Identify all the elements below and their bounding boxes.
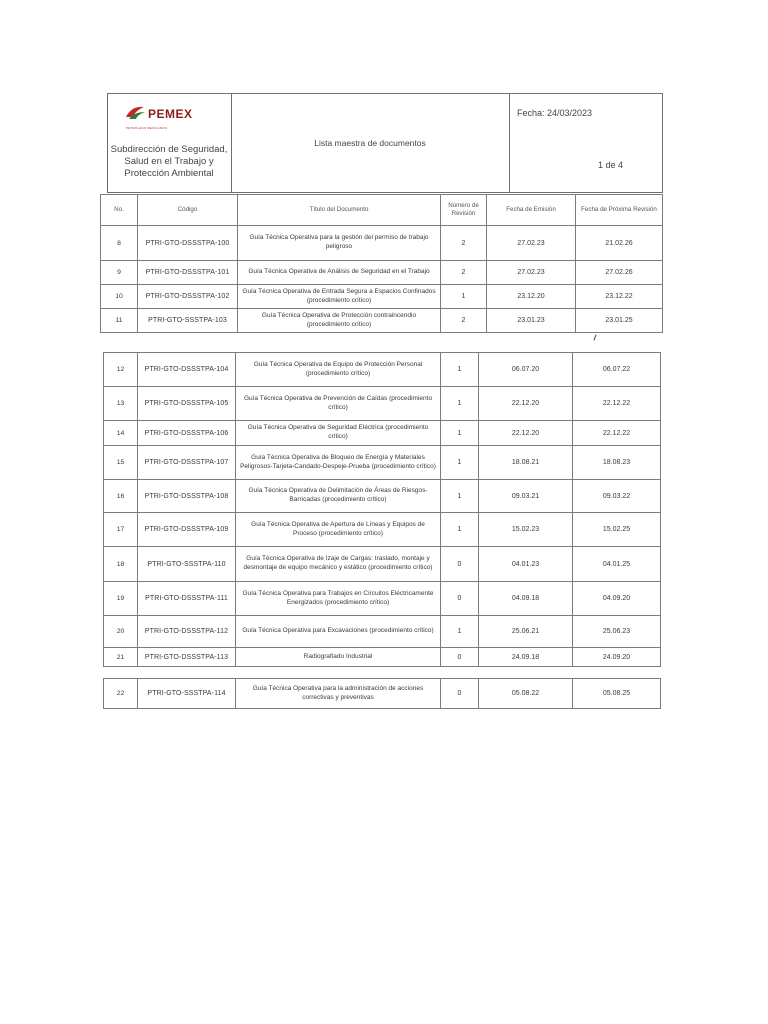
cell-next-revision: 04.09.20 bbox=[573, 582, 661, 616]
cell-next-revision: 25.06.23 bbox=[573, 616, 661, 648]
col-header-code: Código bbox=[138, 195, 238, 226]
cell-title: Guía Técnica Operativa de Protección contraincendio (procedimiento crítico) bbox=[238, 309, 441, 333]
cell-issue-date: 09.03.21 bbox=[479, 480, 573, 513]
cell-title: Guía Técnica Operativa de Apertura de Líneas y Equipos de Proceso (procedimiento crítico) bbox=[236, 513, 441, 547]
cell-code: PTRI-GTO-DSSSTPA-100 bbox=[138, 226, 238, 261]
col-header-no: No. bbox=[101, 195, 138, 226]
cell-title: Guía Técnica Operativa de Delimitación de Áreas de Riesgos-Barricadas (procedimiento crítico) bbox=[236, 480, 441, 513]
cell-issue-date: 22.12.20 bbox=[479, 387, 573, 421]
cell-revision: 1 bbox=[441, 387, 479, 421]
cell-next-revision: 23.01.25 bbox=[576, 309, 663, 333]
table-row bbox=[104, 616, 661, 648]
table-row bbox=[104, 679, 661, 709]
cell-no: 13 bbox=[104, 387, 138, 421]
cell-no: 11 bbox=[101, 309, 138, 333]
logo-text: PEMEX bbox=[148, 107, 193, 121]
table-row bbox=[104, 387, 661, 421]
table-row bbox=[101, 285, 663, 309]
cell-revision: 0 bbox=[441, 648, 479, 667]
col-header-issue-date: Fecha de Emisión bbox=[487, 195, 576, 226]
cell-code: PTRI-GTO-SSSTPA-103 bbox=[138, 309, 238, 333]
cell-revision: 1 bbox=[441, 421, 479, 446]
logo-tagline: PETRÓLEOS MEXICANOS bbox=[126, 126, 167, 130]
table-row bbox=[101, 261, 663, 285]
cell-next-revision: 21.02.26 bbox=[576, 226, 663, 261]
cell-next-revision: 05.08.25 bbox=[573, 679, 661, 709]
cell-code: PTRI-GTO-DSSSTPA-104 bbox=[138, 353, 236, 387]
cell-no: 17 bbox=[104, 513, 138, 547]
cell-issue-date: 23.12.20 bbox=[487, 285, 576, 309]
header-divider-right bbox=[509, 94, 510, 192]
cell-next-revision: 09.03.22 bbox=[573, 480, 661, 513]
cell-no: 14 bbox=[104, 421, 138, 446]
cell-revision: 1 bbox=[441, 513, 479, 547]
cell-next-revision: 22.12.22 bbox=[573, 387, 661, 421]
cell-title: Guía Técnica Operativa para la administración de acciones correctivas y preventivas bbox=[236, 679, 441, 709]
table-row bbox=[104, 648, 661, 667]
cell-title: Guía Técnica Operativa para Trabajos en Circuitos Eléctricamente Energizados (procedimiento crítico) bbox=[236, 582, 441, 616]
cell-issue-date: 06.07.20 bbox=[479, 353, 573, 387]
cell-revision: 1 bbox=[441, 616, 479, 648]
cell-code: PTRI-GTO-DSSSTPA-112 bbox=[138, 616, 236, 648]
pen-mark bbox=[594, 335, 597, 341]
pemex-eagle-icon bbox=[124, 105, 146, 121]
cell-code: PTRI-GTO-DSSSTPA-101 bbox=[138, 261, 238, 285]
cell-next-revision: 15.02.25 bbox=[573, 513, 661, 547]
cell-title: Guía Técnica Operativa para Excavaciones (procedimiento crítico) bbox=[236, 616, 441, 648]
cell-issue-date: 15.02.23 bbox=[479, 513, 573, 547]
cell-revision: 1 bbox=[441, 480, 479, 513]
cell-no: 9 bbox=[101, 261, 138, 285]
cell-title: Guía Técnica Operativa de Equipo de Protección Personal (procedimiento crítico) bbox=[236, 353, 441, 387]
cell-issue-date: 23.01.23 bbox=[487, 309, 576, 333]
cell-code: PTRI-GTO-DSSSTPA-113 bbox=[138, 648, 236, 667]
cell-next-revision: 24.09.20 bbox=[573, 648, 661, 667]
cell-code: PTRI-GTO-DSSSTPA-105 bbox=[138, 387, 236, 421]
cell-code: PTRI-GTO-SSSTPA-110 bbox=[138, 547, 236, 582]
page-number: 1 de 4 bbox=[598, 160, 624, 170]
cell-no: 15 bbox=[104, 446, 138, 480]
cell-next-revision: 23.12.22 bbox=[576, 285, 663, 309]
cell-revision: 1 bbox=[441, 446, 479, 480]
cell-issue-date: 27.02.23 bbox=[487, 261, 576, 285]
cell-revision: 1 bbox=[441, 353, 479, 387]
cell-revision: 2 bbox=[441, 309, 487, 333]
pemex-logo bbox=[124, 104, 204, 134]
col-header-title: Título del Documento bbox=[238, 195, 441, 226]
cell-no: 22 bbox=[104, 679, 138, 709]
cell-issue-date: 22.12.20 bbox=[479, 421, 573, 446]
cell-no: 8 bbox=[101, 226, 138, 261]
cell-code: PTRI-GTO-DSSSTPA-111 bbox=[138, 582, 236, 616]
subdivision-line: Salud en el Trabajo y bbox=[124, 156, 214, 167]
cell-next-revision: 22.12.22 bbox=[573, 421, 661, 446]
cell-no: 21 bbox=[104, 648, 138, 667]
cell-revision: 0 bbox=[441, 547, 479, 582]
cell-no: 10 bbox=[101, 285, 138, 309]
table-header-row bbox=[101, 195, 663, 226]
cell-no: 19 bbox=[104, 582, 138, 616]
documents-table-3 bbox=[103, 678, 661, 709]
cell-no: 18 bbox=[104, 547, 138, 582]
cell-title: Guía Técnica Operativa de Análisis de Seguridad en el Trabajo bbox=[238, 261, 441, 285]
col-header-revision: Número de Revisión bbox=[441, 195, 487, 226]
cell-no: 12 bbox=[104, 353, 138, 387]
cell-title: Guía Técnica Operativa de Seguridad Eléctrica (procedimiento crítico) bbox=[236, 421, 441, 446]
table-row bbox=[104, 446, 661, 480]
cell-code: PTRI-GTO-DSSSTPA-108 bbox=[138, 480, 236, 513]
cell-revision: 1 bbox=[441, 285, 487, 309]
cell-issue-date: 24.09.18 bbox=[479, 648, 573, 667]
cell-next-revision: 18.08.23 bbox=[573, 446, 661, 480]
cell-title: Guía Técnica Operativa para la gestión del permiso de trabajo peligroso bbox=[238, 226, 441, 261]
cell-issue-date: 04.01.23 bbox=[479, 547, 573, 582]
table-row bbox=[101, 226, 663, 261]
cell-code: PTRI-GTO-DSSSTPA-107 bbox=[138, 446, 236, 480]
table-row bbox=[104, 421, 661, 446]
document-date: Fecha: 24/03/2023 bbox=[517, 108, 593, 118]
table-row bbox=[104, 513, 661, 547]
cell-code: PTRI-GTO-DSSSTPA-102 bbox=[138, 285, 238, 309]
table-row bbox=[104, 480, 661, 513]
document-title: Lista maestra de documentos bbox=[314, 138, 426, 148]
cell-issue-date: 04.09.18 bbox=[479, 582, 573, 616]
cell-title: Radiografiado Industrial bbox=[236, 648, 441, 667]
documents-table-2 bbox=[103, 352, 661, 667]
cell-issue-date: 27.02.23 bbox=[487, 226, 576, 261]
cell-issue-date: 05.08.22 bbox=[479, 679, 573, 709]
table-row bbox=[101, 309, 663, 333]
cell-title: Guía Técnica Operativa de Prevención de Caídas (procedimiento crítico) bbox=[236, 387, 441, 421]
cell-next-revision: 27.02.26 bbox=[576, 261, 663, 285]
cell-code: PTRI-GTO-SSSTPA-114 bbox=[138, 679, 236, 709]
documents-table-1 bbox=[100, 194, 663, 333]
subdivision-line: Protección Ambiental bbox=[124, 168, 214, 179]
cell-revision: 2 bbox=[441, 261, 487, 285]
cell-title: Guía Técnica Operativa de Entrada Segura a Espacios Confinados (procedimiento crítico) bbox=[238, 285, 441, 309]
cell-code: PTRI-GTO-DSSSTPA-109 bbox=[138, 513, 236, 547]
cell-title: Guía Técnica Operativa de Izaje de Cargas: traslado, montaje y desmontaje de equipo mecánico y estático (procedimiento crítico) bbox=[236, 547, 441, 582]
cell-issue-date: 25.06.21 bbox=[479, 616, 573, 648]
table-row bbox=[104, 582, 661, 616]
cell-revision: 0 bbox=[441, 679, 479, 709]
subdivision-name bbox=[108, 144, 230, 180]
cell-code: PTRI-GTO-DSSSTPA-106 bbox=[138, 421, 236, 446]
table-row bbox=[104, 353, 661, 387]
cell-no: 20 bbox=[104, 616, 138, 648]
cell-no: 16 bbox=[104, 480, 138, 513]
cell-title: Guía Técnica Operativa de Bloqueo de Energía y Materiales Peligrosos-Tarjeta-Candado-Despeje-Prueba (procedimiento crítico) bbox=[236, 446, 441, 480]
cell-revision: 2 bbox=[441, 226, 487, 261]
cell-next-revision: 04.01.25 bbox=[573, 547, 661, 582]
subdivision-line: Subdirección de Seguridad, bbox=[110, 144, 228, 155]
cell-next-revision: 06.07.22 bbox=[573, 353, 661, 387]
table-row bbox=[104, 547, 661, 582]
col-header-next-revision: Fecha de Próxima Revisión bbox=[576, 195, 663, 226]
cell-revision: 0 bbox=[441, 582, 479, 616]
cell-issue-date: 18.08.21 bbox=[479, 446, 573, 480]
